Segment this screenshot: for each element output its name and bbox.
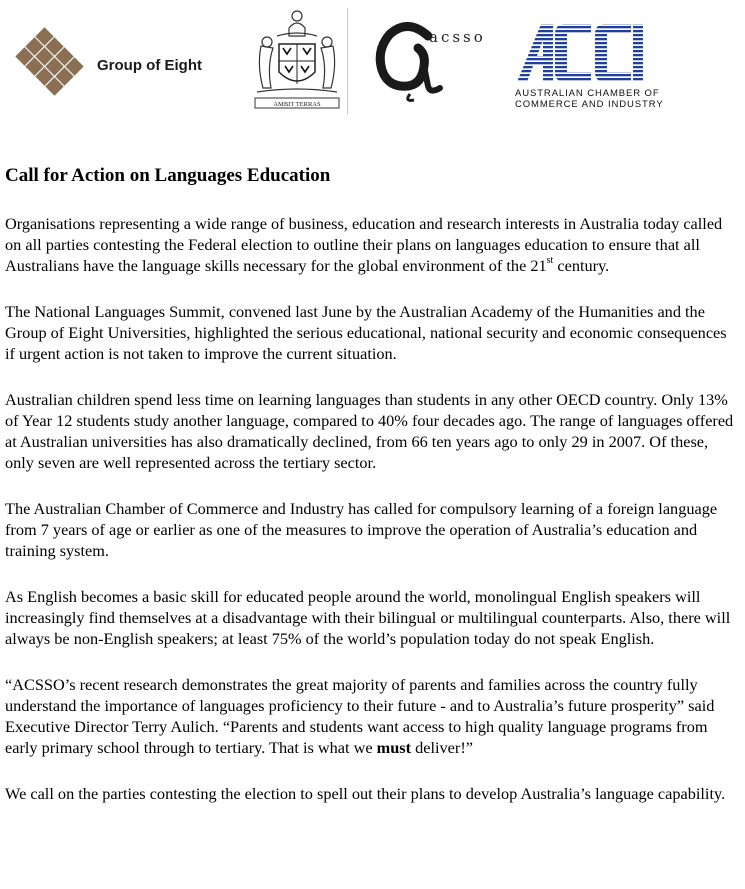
article-title: Call for Action on Languages Education <box>5 165 331 186</box>
paragraph-statistics: Australian children spend less time on learning languages than students in any other OECD country. Only 13% of Year 12 students study another language, compared to 40% four decades ago. The range of languages offered at Australian universities has also dramatically declined, from 66 ten years ago to only 29 in 2007. Of these, only seven are well represented across the tertiary sector. <box>5 390 734 472</box>
acsso-wordmark: acsso <box>429 28 486 46</box>
paragraph-quote <box>5 674 740 758</box>
paragraph-summit: The National Languages Summit, convened last June by the Australian Academy of the Humanities and the Group of Eight Universities, highlighted the serious educational, national security and economic consequences if urgent action is not taken to improve the current situation. <box>5 302 727 363</box>
paragraph-quote-text: “ACSSO’s recent research demonstrates the great majority of parents and families across the country fully understand the importance of languages proficiency to their future - and to Australia’s future prosperity” said Executive Director Terry Aulich. “Parents and students want access to high quality language programs from early primary school through to tertiary. That is what we <box>5 675 715 757</box>
logo-banner <box>0 0 745 120</box>
group-of-eight-label: Group of Eight <box>97 57 202 74</box>
paragraph-intro <box>5 213 740 276</box>
superscript-st: st <box>546 254 554 266</box>
acci-logo-icon <box>515 22 645 84</box>
paragraph-intro-tail: century. <box>553 256 610 275</box>
logo-divider <box>347 8 348 114</box>
acci-caption-line1: AUSTRALIAN CHAMBER OF <box>515 88 660 99</box>
paragraph-english: As English becomes a basic skill for educated people around the world, monolingual English speakers will increasingly find themselves at a disadvantage with their bilingual or multilingual counterparts. Also, there will always be non-English speakers; at least 75% of the world’s population today do not speak English. <box>5 587 731 648</box>
emphasis-must: must <box>376 738 412 757</box>
coat-of-arms-icon <box>247 6 347 116</box>
paragraph-acci: The Australian Chamber of Commerce and Industry has called for compulsory learning of a foreign language from 7 years of age or earlier as one of the measures to improve the operation of Australia’s education and training system. <box>5 499 718 560</box>
paragraph-quote-tail: deliver!” <box>411 738 473 757</box>
paragraph-intro-text: Organisations representing a wide range of business, education and research interests in Australia today called on all parties contesting the Federal election to outline their plans on languages education to ensure that all Australians have the language skills necessary for the global environment of the 21 <box>5 214 723 275</box>
crest-motto: AMBIT TERRAS <box>273 101 321 108</box>
acci-caption-line2: COMMERCE AND INDUSTRY <box>515 99 664 110</box>
paragraph-call: We call on the parties contesting the election to spell out their plans to develop Australia’s language capability. <box>5 784 726 803</box>
acci-caption <box>515 88 664 110</box>
article-body <box>5 164 740 804</box>
